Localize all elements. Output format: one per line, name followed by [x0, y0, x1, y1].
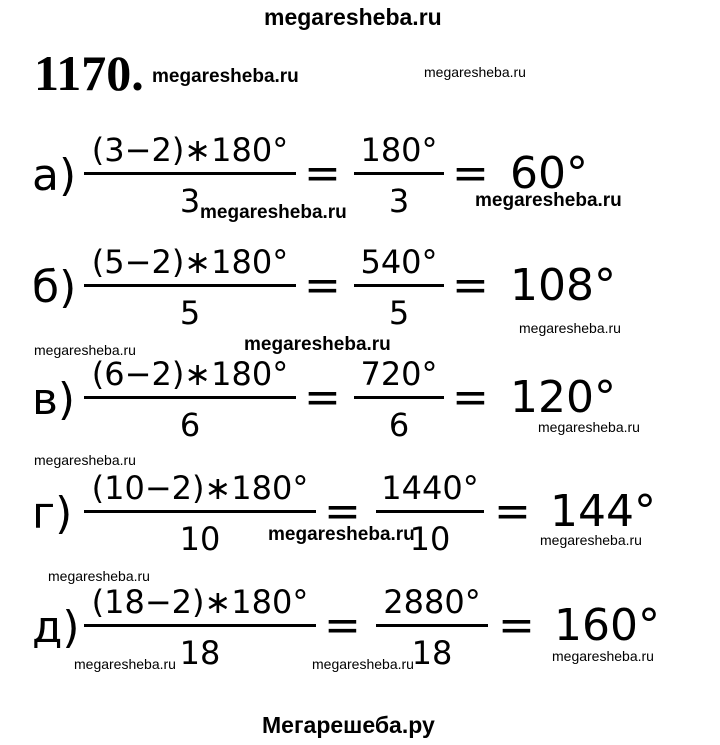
problem-number: 1170. — [34, 45, 144, 101]
numerator: (10−2)∗180° — [91, 469, 309, 507]
item-label: д) — [32, 602, 80, 653]
denominator: 10 — [409, 520, 451, 558]
denominator: 6 — [388, 406, 410, 444]
watermark: megaresheba.ru — [244, 334, 391, 355]
equation-row — [32, 468, 712, 568]
watermark: megaresheba.ru — [74, 656, 176, 672]
denominator: 6 — [179, 406, 201, 444]
numerator: 540° — [360, 243, 438, 281]
numerator: (6−2)∗180° — [91, 355, 289, 393]
fraction-right — [376, 468, 484, 559]
equals-sign: = — [304, 260, 341, 311]
equation-row — [32, 354, 712, 454]
fraction-bar — [84, 624, 316, 627]
denominator: 10 — [179, 520, 221, 558]
watermark: megaresheba.ru — [538, 419, 640, 435]
result: 108° — [510, 260, 616, 311]
fraction-bar — [376, 510, 484, 513]
watermark: megaresheba.ru — [552, 648, 654, 664]
fraction-bar — [354, 284, 444, 287]
fraction-bar — [376, 624, 488, 627]
result: 144° — [550, 486, 656, 537]
fraction-right — [354, 354, 444, 445]
equation-row — [32, 242, 712, 342]
result: 160° — [554, 600, 660, 651]
item-label: а) — [32, 150, 77, 201]
watermark: megaresheba.ru — [152, 66, 299, 87]
fraction-bar — [84, 172, 296, 175]
header-watermark: megaresheba.ru — [264, 4, 442, 30]
equals-sign: = — [452, 148, 489, 199]
fraction-left — [84, 582, 316, 673]
denominator: 18 — [411, 634, 453, 672]
denominator: 3 — [179, 182, 201, 220]
fraction-left — [84, 130, 296, 221]
watermark: megaresheba.ru — [475, 190, 622, 211]
equals-sign: = — [324, 600, 361, 651]
denominator: 3 — [388, 182, 410, 220]
numerator: 720° — [360, 355, 438, 393]
result: 60° — [510, 148, 588, 199]
watermark: megaresheba.ru — [48, 568, 150, 584]
equals-sign: = — [304, 148, 341, 199]
numerator: (5−2)∗180° — [91, 243, 289, 281]
denominator: 5 — [179, 294, 201, 332]
fraction-left — [84, 468, 316, 559]
item-label: г) — [32, 488, 73, 539]
watermark: megaresheba.ru — [312, 656, 414, 672]
watermark: megaresheba.ru — [424, 64, 526, 80]
equals-sign: = — [452, 260, 489, 311]
fraction-right — [354, 242, 444, 333]
denominator: 18 — [179, 634, 221, 672]
fraction-bar — [354, 396, 444, 399]
denominator: 5 — [388, 294, 410, 332]
equals-sign: = — [498, 600, 535, 651]
watermark: megaresheba.ru — [268, 524, 415, 545]
equals-sign: = — [452, 372, 489, 423]
fraction-bar — [84, 510, 316, 513]
numerator: 2880° — [383, 583, 481, 621]
equation-row — [32, 130, 712, 230]
fraction-left — [84, 354, 296, 445]
fraction-left — [84, 242, 296, 333]
numerator: (3−2)∗180° — [91, 131, 289, 169]
equation-row — [32, 582, 712, 682]
equals-sign: = — [494, 486, 531, 537]
watermark: megaresheba.ru — [34, 452, 136, 468]
fraction-right — [354, 130, 444, 221]
fraction-bar — [354, 172, 444, 175]
item-label: в) — [32, 374, 76, 425]
watermark: megaresheba.ru — [34, 342, 136, 358]
watermark: megaresheba.ru — [540, 532, 642, 548]
item-label: б) — [32, 262, 77, 313]
fraction-right — [376, 582, 488, 673]
equals-sign: = — [304, 372, 341, 423]
numerator: (18−2)∗180° — [91, 583, 309, 621]
footer-watermark: Мегарешеба.ру — [262, 712, 435, 738]
numerator: 1440° — [381, 469, 479, 507]
numerator: 180° — [360, 131, 438, 169]
fraction-bar — [84, 284, 296, 287]
watermark: megaresheba.ru — [200, 202, 347, 223]
fraction-bar — [84, 396, 296, 399]
result: 120° — [510, 372, 616, 423]
watermark: megaresheba.ru — [519, 320, 621, 336]
equals-sign: = — [324, 486, 361, 537]
